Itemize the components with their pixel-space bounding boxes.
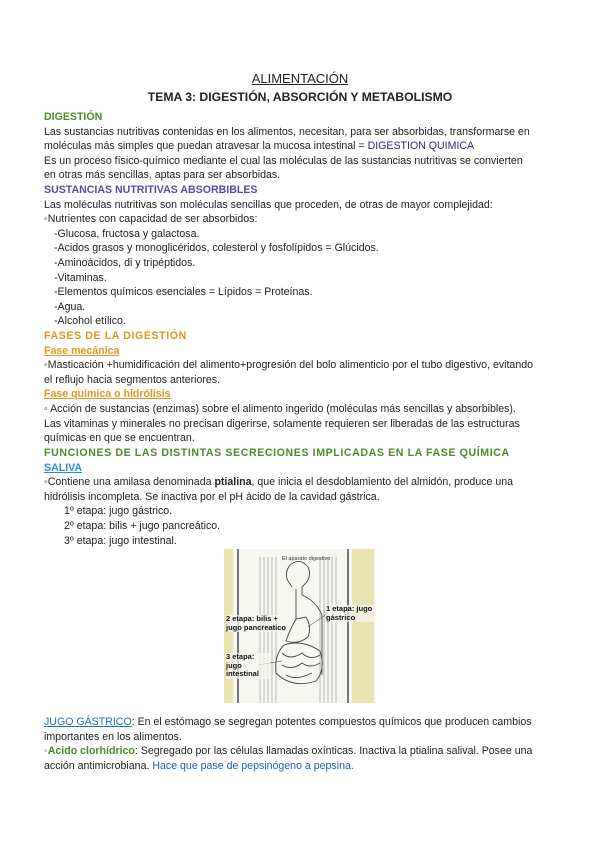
saliva-b: hidrólisis incompleta. Se inactiva por el pH ácido de la cavidad gástrica. xyxy=(44,490,380,503)
list-item: -Glucosa, fructosa y galactosa. xyxy=(54,227,200,240)
list-item: -Acidos grasos y monoglicéridos, colesterol y fosfolípidos = Glúcidos. xyxy=(54,242,379,255)
list-item: 3º etapa: jugo intestinal. xyxy=(64,534,177,547)
acido-heading: ◦Acido clorhídrico xyxy=(44,745,135,758)
jugo-b: importantes en los alimentos. xyxy=(44,730,182,743)
saliva-a xyxy=(44,475,560,490)
fase-mecanica-b: el reflujo hacia segmentos anteriores. xyxy=(44,373,221,386)
list-item: -Agua. xyxy=(54,300,86,313)
jugo-a-text: : En el estómago se segregan potentes compuestos químicos que producen cambios xyxy=(131,716,532,728)
section-funciones xyxy=(44,446,560,548)
fases-heading: FASES DE LA DIGESTIÓN xyxy=(44,330,187,342)
document-subtitle: TEMA 3: DIGESTIÓN, ABSORCIÓN Y METABOLISMO xyxy=(147,90,453,104)
sustancias-bullet: ◦Nutrientes con capacidad de ser absorbidos: xyxy=(44,213,258,226)
digestion-p1a: Las sustancias nutritivas contenidas en los alimentos, necesitan, para ser absorbidas, transformarse en xyxy=(44,125,530,138)
digestion-heading: DIGESTIÓN xyxy=(44,111,103,123)
saliva-a2: , que inicia el desdoblamiento del almidón, produce una xyxy=(251,476,514,489)
figure-title: El aparato digestivo xyxy=(282,556,331,562)
figure-label-1: 1 etapa: jugo gástrico xyxy=(326,604,373,622)
acido-pepsina: Hace que pase de pepsinógeno a pepsina. xyxy=(152,759,354,772)
digestion-quimica-term: DIGESTION QUIMICA xyxy=(367,140,475,153)
fase-mecanica-heading: Fase mecánica xyxy=(44,344,120,357)
list-item: -Aminoácidos, di y tripéptidos. xyxy=(54,256,196,269)
section-fases xyxy=(44,329,560,446)
jugo-a xyxy=(44,715,560,730)
sustancias-intro: Las moléculas nutritivas son moléculas sencillas que proceden, de otras de mayor complejidad: xyxy=(44,198,493,211)
fase-quimica-c: químicas en que se encuentran. xyxy=(44,432,195,445)
fase-quimica-heading: Fase química o hidrólisis xyxy=(44,388,171,401)
digestive-system-figure xyxy=(224,549,376,703)
list-item: -Elementos químicos esenciales = Lípidos = Proteínas. xyxy=(54,286,313,299)
figure-label-3: 3 etapa: jugo intestinal xyxy=(226,653,270,679)
figure-label-2: 2 etapa: bilis + jugo pancreatico xyxy=(226,614,287,632)
section-digestion xyxy=(44,110,560,183)
acido-b xyxy=(44,759,560,774)
digestion-p1b: moléculas más simples que puedan atravesar la mucosa intestinal = xyxy=(44,140,368,153)
saliva-a1: ◦Contiene una amilasa denominada xyxy=(44,476,215,489)
document-title: ALIMENTACIÓN xyxy=(251,71,349,86)
section-jugo xyxy=(44,715,560,773)
fase-quimica-b: Las vitaminas y minerales no precisan digerirse, solamente requieren ser liberadas de las estructuras xyxy=(44,417,520,430)
list-item: -Vitaminas. xyxy=(54,271,107,284)
list-item: -Alcohol etílico. xyxy=(54,315,126,328)
section-sustancias xyxy=(44,183,560,329)
acido-b-text: acción antimicrobiana. xyxy=(44,759,153,772)
ptialina-term: ptialina xyxy=(214,476,252,489)
funciones-heading: FUNCIONES DE LAS DISTINTAS SECRECIONES IMPLICADAS EN LA FASE QUÍMICA xyxy=(44,447,510,459)
digestion-p2a: Es un proceso físico-químico mediante el cual las moléculas de las sustancias nutritivas se convierten xyxy=(44,154,523,167)
digestion-p2b: en otras más sencillas, aptas para ser absorbidas. xyxy=(44,169,281,182)
digestion-p1 xyxy=(44,139,560,154)
list-item: 2º etapa: bilis + jugo pancreático. xyxy=(64,519,221,532)
sustancias-heading: SUSTANCIAS NUTRITIVAS ABSORBIBLES xyxy=(44,184,258,196)
acido-a-text: : Segregado por las células llamadas oxínticas. Inactiva la ptialina salival. Posee una xyxy=(134,745,533,758)
list-item: 1º etapa: jugo gástrico. xyxy=(64,505,173,518)
jugo-heading: JUGO GÁSTRICO xyxy=(44,716,132,728)
right-band xyxy=(352,549,374,703)
saliva-heading: SALIVA xyxy=(44,461,83,474)
fase-mecanica-a: ◦Masticación +humidificación del alimento+progresión del bolo alimenticio por el tubo digestivo, evitando xyxy=(44,359,533,372)
fase-quimica-a: ◦ Acción de sustancias (enzimas) sobre el alimento ingerido (moléculas más sencillas y absorbibles). xyxy=(44,402,516,415)
acido-a xyxy=(44,744,560,759)
